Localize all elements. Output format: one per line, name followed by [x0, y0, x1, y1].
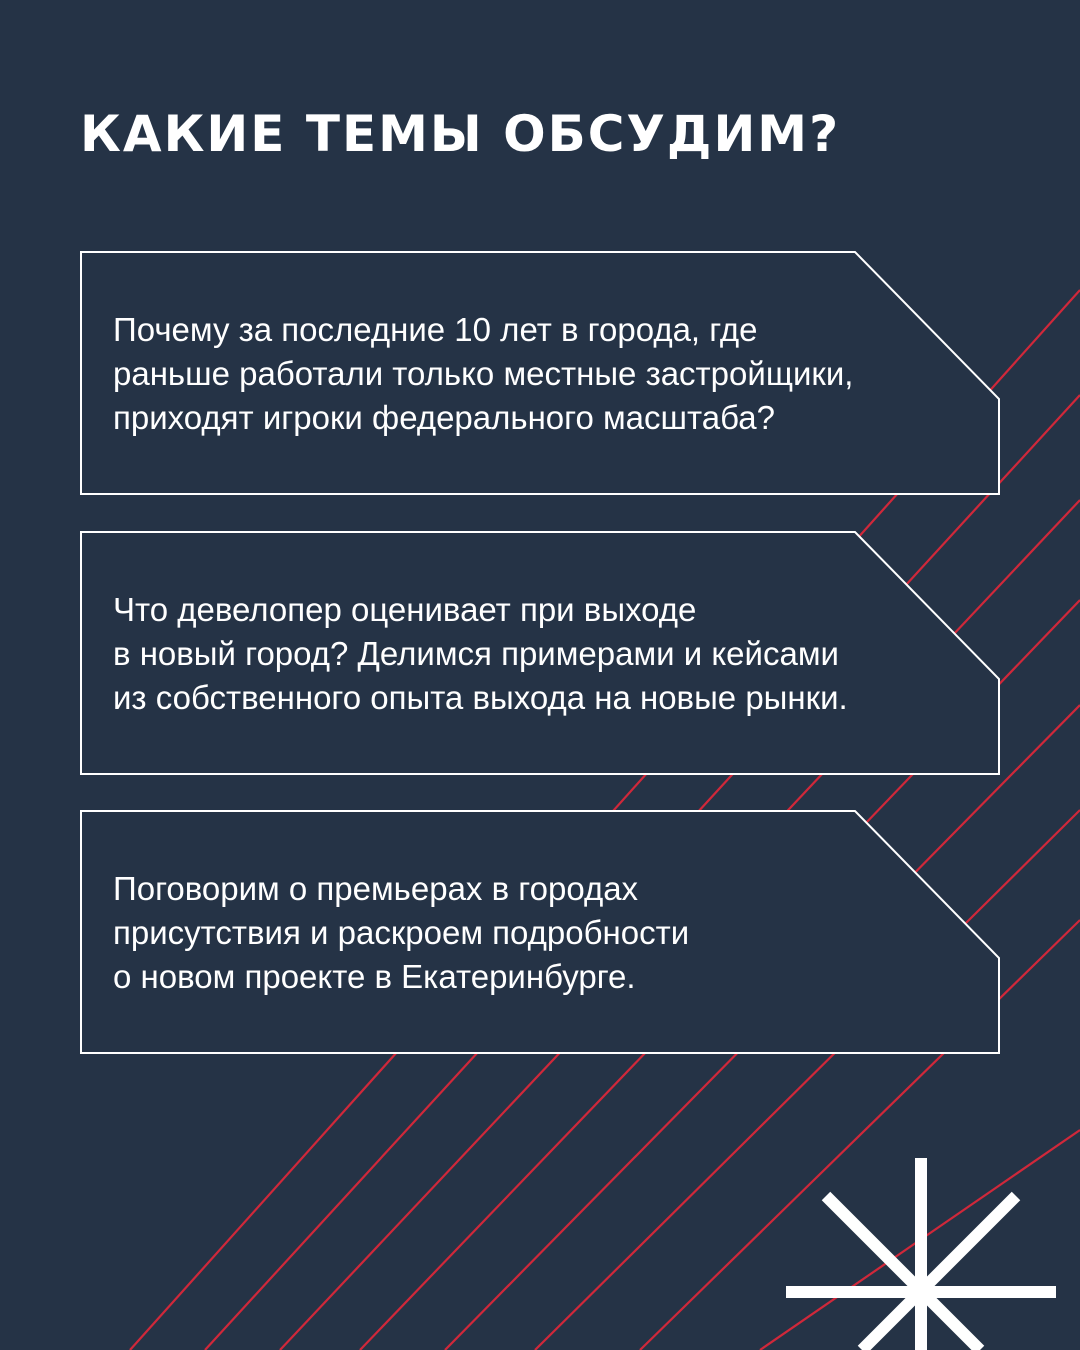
topic-card — [80, 810, 1000, 1054]
topic-text: Почему за последние 10 лет в города, где раньше работали только местные застройщики, приходят игроки федерального масштаба? — [113, 311, 854, 436]
page-title: КАКИЕ ТЕМЫ ОБСУДИМ? — [80, 105, 841, 163]
topic-text: Что девелопер оценивает при выходе в новый город? Делимся примерами и кейсами из собственного опыта выхода на новые рынки. — [113, 591, 848, 716]
topic-text: Поговорим о премьерах в городах присутствия и раскроем подробности о новом проекте в Екатеринбурге. — [113, 870, 690, 995]
topic-card — [80, 531, 1000, 775]
asterisk-icon — [780, 1150, 1070, 1350]
topic-card — [80, 251, 1000, 495]
